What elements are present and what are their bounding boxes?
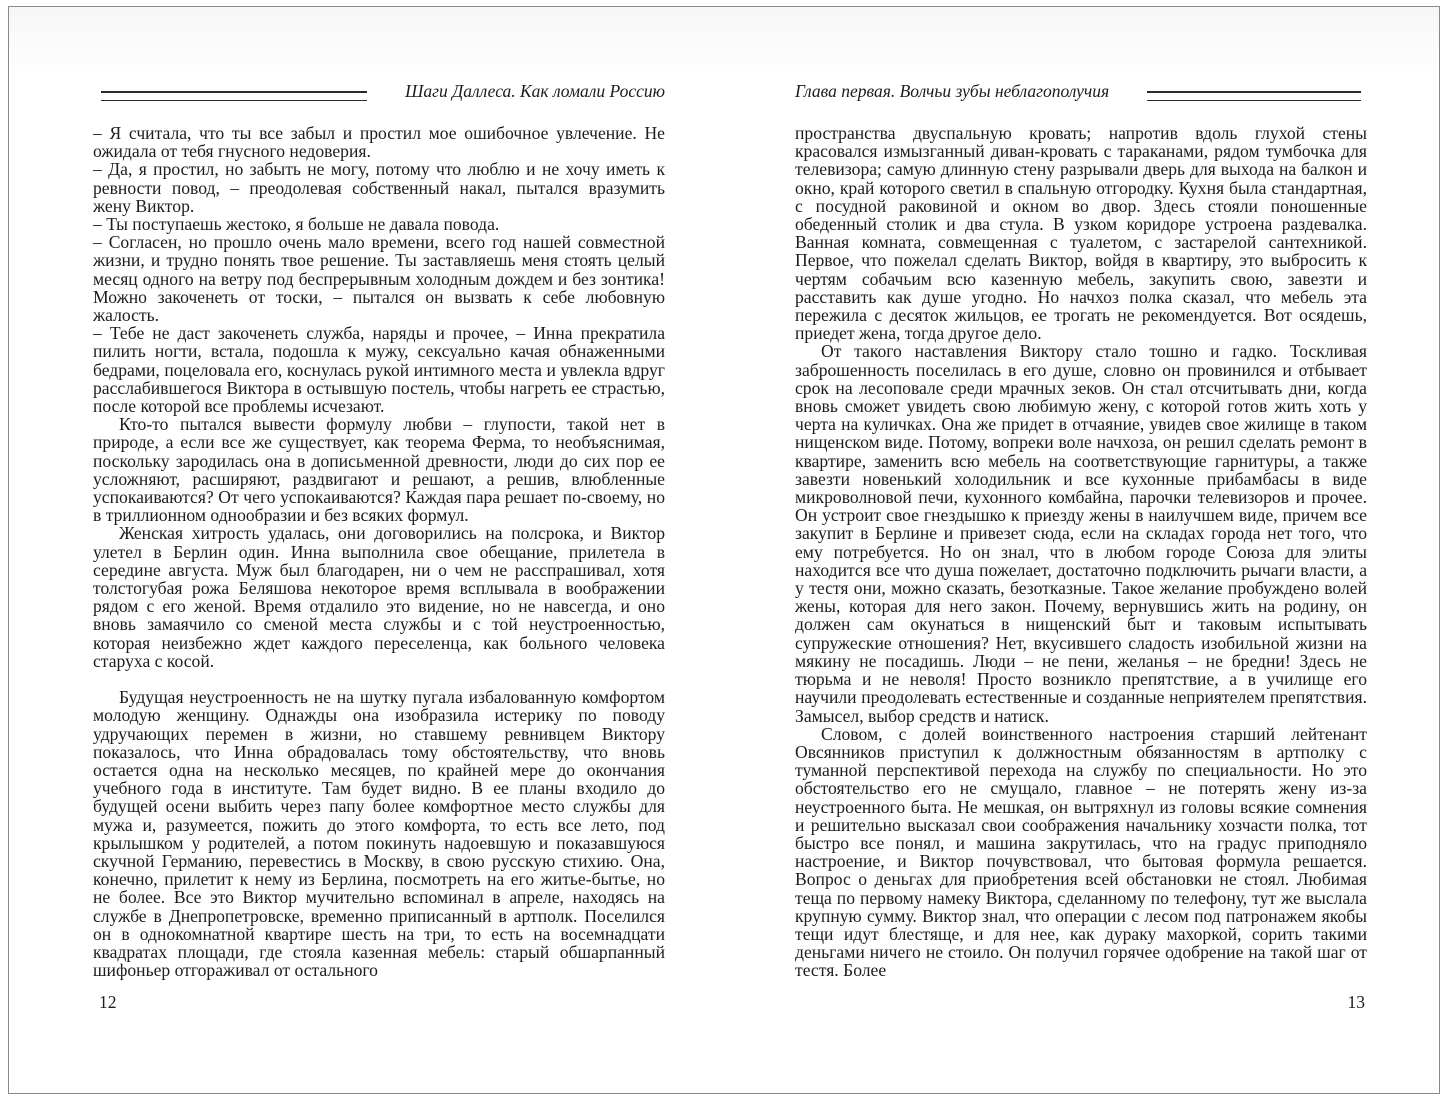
right-page-number: 13 [1347,992,1365,1012]
paragraph: От такого наставления Виктору стало тошно и гадко. Тоскливая заброшенность поселилась в его душе, словно он провинился и отбывает срок на лесоповале среди мрачных зеков. Он стал отсчитывать дни, когда вновь сможет увидеть свою любимую жену, с которой готов жить хоть у черта на куличках. Она же придет в отчаяние, увидев свое жилище в таком нищенском виде. Потому, вопреки воле начхоза, он решил сделать ремонт в квартире, заменить всю мебель на соответствующие гарнитуры, а также завезти новенький холодильник и все кухонные прибамбасы в виде микроволновой печи, кухонного комбайна, парочки телевизоров и прочее. Он устроит свое гнездышко к приезду жены в наилучшем виде, причем все закупит в Берлине и привезет сюда, если на складах города нет того, что ему потребуется. Но он знал, что в любом городе Союза для элиты находится все что душа пожелает, достаточно подключить рычаги власти, а у тестя они, можно сказать, безотказные. Такое желание пробуждено волей жены, которая для него закон. Почему, вернувшись жить на родину, он должен сам окунаться в нищенский быт и таковым испытывать супружеские отношения? Нет, вкусившего сладость изобильной жизни на мякину не посадишь. Люди – не пени, желанья – не бредни! Здесь не тюрьма и не неволя! Просто возникло препятствие, а в училище его научили преодолевать естественные и созданные неприятелем препятствия. Замысел, выбор средств и натиск. [795,341,1367,726]
paragraph: – Да, я простил, но забыть не могу, потому что люблю и не хочу иметь к ревности повод, – преодолевая собственный накал, пытался вразумить жену Виктор. [93,159,665,216]
paragraph: – Я считала, что ты все забыл и простил мое ошибочное увлечение. Не ожидала от тебя гнусного недоверия. [93,123,665,162]
left-running-header [93,81,665,103]
paragraph: Будущая неустроенность не на шутку пугала избалованную комфортом молодую женщину. Однажды она изобразила истерику по поводу удручающих перемен в жизни, но ставшему ревнивцем Виктору показалось, что Инна обрадовалась тому обстоятельству, что вновь остается одна на несколько месяцев, по крайней мере до окончания учебного года в институте. Там будет видно. В ее планы входило до будущей осени выбить через папу более комфортное место службы для мужа и, разумеется, пожить до этого комфорта, то есть все лето, под крылышком у родителей, а потом покинуть надоевшую и показавшуюся скучной Германию, перевестись в Москву, в свою русскую стихию. Она, конечно, прилетит к нему из Берлина, посмотреть на его житье-бытье, но не более. Все это Виктор мучительно вспоминал в апреле, находясь на службе в Днепропетровске, временно приписанный в артполк. Поселился он в однокомнатной квартире шесть на три, то есть на восемнадцати квадратах площади, где стояла казенная мебель: старый обшарпанный шифоньер отгораживал от остального [93,687,665,981]
paragraph: Женская хитрость удалась, они договорились на полсрока, и Виктор улетел в Берлин один. Инна выполнила свое обещание, прилетела в середине августа. Муж был благодарен, ни о чем не расспрашивал, хотя толстогубая рожа Беляшова некоторое время всплывала в воображении рядом с его женой. Время отдалило это видение, но не навсегда, и оно вновь замаячило со сменой места службы и с той неустроенностью, которая неизбежно ждет каждого переселенца, как больного человека старуха с косой. [93,523,665,671]
left-running-head: Шаги Даллеса. Как ломали Россию [405,81,665,101]
right-running-head: Глава первая. Волчьи зубы неблагополучия [795,81,1110,101]
left-page-number: 12 [99,992,117,1012]
left-header-rule [101,91,367,101]
right-body-text [795,124,1367,980]
page-scuff [9,7,1439,77]
right-running-header [795,81,1367,103]
paragraph: – Согласен, но прошло очень мало времени, всего год нашей совместной жизни, и трудно понять твое решение. Ты заставляешь меня стоять целый месяц одного на ветру под беспрерывным холодным дождем и без зонтика! Можно закоченеть от тоски, – пытался он вызвать к себе любовную жалость. [93,232,665,326]
right-header-rule [1147,91,1361,101]
paragraph: Кто-то пытался вывести формулу любви – глупости, такой нет в природе, а если все же существует, как теорема Ферма, то необъяснимая, поскольку зародилась она в дописьменной древности, люди до сих пор ее усложняют, расширяют, раздвигают и решают, а решив, влюбленные успокаиваются? От чего успокаиваются? Каждая пара решает по-своему, но в триллионном однообразии и без всяких формул. [93,414,665,526]
section-break [93,670,665,688]
paragraph: пространства двуспальную кровать; напротив вдоль глухой стены красовался измызганный диван-кровать с тараканами, рядом тумбочка для телевизора; самую длинную стену разрывали дверь для выхода на балкон и окно, край которого светил в спальную отгородку. Кухня была стандартная, с посудной раковиной и окном во двор. Здесь стояли поношенные обеденный столик и два стула. В узком коридоре устроена раздевалка. Ванная комната, совмещенная с туалетом, с застарелой сантехникой. Первое, что пожелал сделать Виктор, войдя в квартиру, это выбросить к чертям собачьим всю казенную мебель, закупить свою, завезти и расставить как душе угодно. Но начхоз полка сказал, что мебель эта пережила с десяток жильцов, ее трогать не рекомендуется. Вот осядешь, приедет жена, тогда другое дело. [795,123,1367,344]
paragraph: – Ты поступаешь жестоко, я больше не давала повода. [93,214,500,235]
book-spread [8,6,1440,1094]
paragraph: Словом, с долей воинственного настроения старший лейтенант Овсянников приступил к должностным обязанностям в артполку с туманной перспективой перехода на службу по специальности. Но это обстоятельство его не смущало, главное – не потерять жену из-за неустроенного быта. Не мешкая, он вытряхнул из головы всякие сомнения и решительно высказал свои соображения начальнику хозчасти полка, тот быстро все понял, и машина закрутилась, что на градус приподняло настроение, и Виктор почувствовал, что бытовая формула решается. Вопрос о деньгах для приобретения всей обстановки не стоял. Любимая теща по первому намеку Виктора, сделанному по телефону, тут же выслала крупную сумму. Виктор знал, что операции с лесом под патронажем якобы тещи идут блестяще, и для нее, как дураку махоркой, сорить такими деньгами ничего не стоило. Он получил горячее одобрение на такой шаг от тестя. Более [795,723,1367,981]
paragraph: – Тебе не даст закоченеть служба, наряды и прочее, – Инна прекратила пилить ногти, встала, подошла к мужу, сексуально качая обнаженными бедрами, поцеловала его, коснулась рукой интимного места и увлекла вдруг расслабившегося Виктора в остывшую постель, чтобы нагреть ее страстью, после которой все проблемы исчезают. [93,323,665,417]
left-body-text [93,124,665,979]
